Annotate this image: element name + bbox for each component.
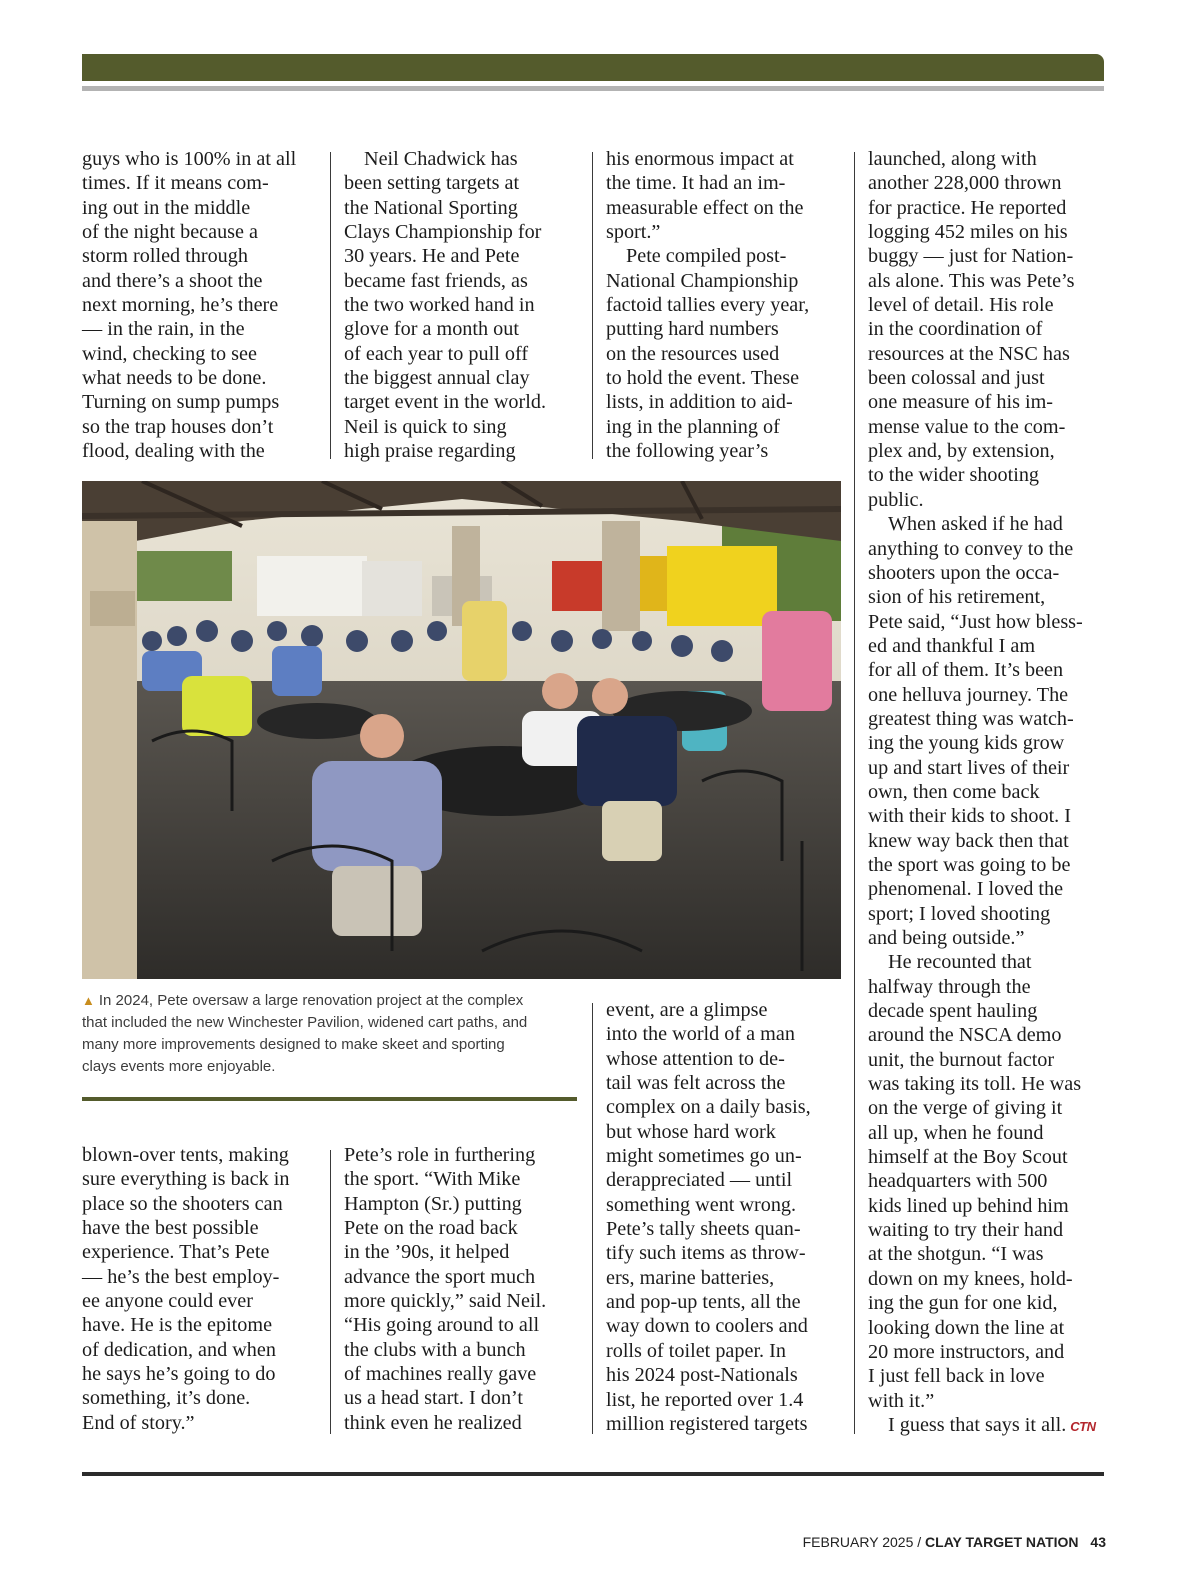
- text-line: guys who is 100% in at all: [82, 148, 297, 170]
- text-line: logging 452 miles on his: [868, 221, 1068, 244]
- text-line: Neil is quick to sing: [344, 415, 507, 438]
- text-line: for all of them. It’s been: [868, 659, 1064, 682]
- text-line: Turning on sump pumps: [82, 391, 280, 414]
- text-line: looking down the line at: [868, 1316, 1065, 1339]
- text-line: tail was felt across the: [606, 1072, 786, 1095]
- text-line: flood, dealing with the: [82, 440, 265, 463]
- text-line: unit, the burnout factor: [868, 1048, 1055, 1071]
- text-line: something, it’s done.: [82, 1387, 251, 1410]
- text-line: high praise regarding: [344, 440, 516, 463]
- column-divider: [330, 1150, 331, 1434]
- text-line: resources at the NSC has: [868, 342, 1070, 365]
- text-line: he says he’s going to do: [82, 1363, 276, 1386]
- text-line: down on my knees, hold-: [868, 1267, 1073, 1290]
- text-line: als alone. This was Pete’s: [868, 269, 1075, 292]
- text-line: public.: [868, 488, 924, 511]
- text-line: list, he reported over 1.4: [606, 1388, 804, 1411]
- text-line: been colossal and just: [868, 367, 1045, 390]
- header-rule: [82, 86, 1104, 91]
- text-line: rolls of toilet paper. In: [606, 1339, 786, 1362]
- text-line: have the best possible: [82, 1217, 259, 1240]
- column-1-top: [82, 147, 296, 463]
- text-line: his enormous impact at: [606, 148, 794, 170]
- text-line: complex on a daily basis,: [606, 1096, 811, 1119]
- text-line: wind, checking to see: [82, 342, 257, 365]
- text-line: headquarters with 500: [868, 1170, 1048, 1193]
- text-line: the sport. “With Mike: [344, 1168, 521, 1191]
- caption-rule: [82, 1097, 577, 1101]
- text-line: ing the young kids grow: [868, 732, 1065, 755]
- text-line: mense value to the com-: [868, 415, 1066, 438]
- text-line: event, are a glimpse: [606, 999, 768, 1021]
- text-line: National Championship: [606, 269, 799, 292]
- text-line: the two worked hand in: [344, 294, 535, 317]
- text-line: lists, in addition to aid-: [606, 391, 793, 414]
- text-line: for practice. He reported: [868, 196, 1067, 219]
- text-line: and being outside.”: [868, 927, 1025, 949]
- text-line: at the shotgun. “I was: [868, 1243, 1044, 1266]
- text-line: decade spent hauling: [868, 1000, 1038, 1023]
- text-line: times. If it means com-: [82, 172, 269, 195]
- photo-caption: ▲ In 2024, Pete oversaw a large renovation project at the complex that included the new Winchester Pavilion, widened cart paths, and many more improvements designed to make skeet and sporting clays events more enjoyable.: [82, 992, 528, 1075]
- column-divider: [592, 152, 593, 459]
- text-line: million registered targets: [606, 1412, 808, 1435]
- text-line: more quickly,” said Neil.: [344, 1290, 547, 1313]
- text-line: Pete’s tally sheets quan-: [606, 1218, 801, 1241]
- ctn-end-mark-icon: CTN: [1070, 1418, 1096, 1434]
- text-line: all up, when he found: [868, 1121, 1044, 1144]
- text-line: his 2024 post-Nationals: [606, 1364, 798, 1387]
- text-line: launched, along with: [868, 148, 1037, 170]
- text-line: ing out in the middle: [82, 196, 251, 219]
- text-line: “His going around to all: [344, 1314, 540, 1337]
- text-line: of dedication, and when: [82, 1338, 276, 1361]
- text-line: Pete compiled post-: [626, 245, 787, 268]
- text-line: End of story.”: [82, 1411, 195, 1434]
- text-line: the National Sporting: [344, 196, 518, 219]
- pavilion-photo: [82, 481, 841, 979]
- text-line: kids lined up behind him: [868, 1194, 1069, 1217]
- text-line: shooters upon the occa-: [868, 561, 1060, 584]
- text-line: so the trap houses don’t: [82, 415, 274, 438]
- text-line: tify such items as throw-: [606, 1242, 806, 1265]
- text-line: one helluva journey. The: [868, 683, 1069, 706]
- text-line: sport.”: [606, 221, 661, 244]
- text-line: storm rolled through: [82, 245, 248, 268]
- text-line: plex and, by extension,: [868, 440, 1055, 463]
- text-line: in the coordination of: [868, 318, 1043, 341]
- text-line: When asked if he had: [888, 513, 1063, 536]
- column-2-bottom: [344, 1143, 546, 1435]
- text-line: I guess that says it all. CTN: [888, 1413, 1096, 1436]
- text-line: — in the rain, in the: [82, 318, 245, 341]
- text-line: ee anyone could ever: [82, 1290, 253, 1313]
- header-band: [82, 54, 1104, 81]
- text-line: on the verge of giving it: [868, 1097, 1063, 1120]
- text-line: I just fell back in love: [868, 1365, 1045, 1388]
- page-number: 43: [1090, 1534, 1106, 1550]
- text-line: one measure of his im-: [868, 391, 1053, 414]
- text-line: own, then come back: [868, 780, 1040, 803]
- text-line: sion of his retirement,: [868, 586, 1046, 609]
- text-line: experience. That’s Pete: [82, 1241, 270, 1264]
- text-line: became fast friends, as: [344, 269, 528, 292]
- text-line: on the resources used: [606, 342, 780, 365]
- text-line: himself at the Boy Scout: [868, 1146, 1068, 1169]
- text-line: place so the shooters can: [82, 1192, 283, 1215]
- text-line: into the world of a man: [606, 1023, 795, 1046]
- text-line: derappreciated — until: [606, 1169, 793, 1192]
- column-2-top: [344, 147, 546, 463]
- text-line: He recounted that: [888, 951, 1032, 974]
- photo-pavilion-dining-icon: [82, 481, 841, 979]
- text-line: ers, marine batteries,: [606, 1266, 775, 1289]
- text-line: with it.”: [868, 1389, 935, 1412]
- text-line: something went wrong.: [606, 1193, 797, 1216]
- text-line: phenomenal. I loved the: [868, 878, 1064, 901]
- text-line: with their kids to shoot. I: [868, 805, 1071, 828]
- text-line: was taking its toll. He was: [868, 1073, 1082, 1096]
- text-line: another 228,000 thrown: [868, 172, 1062, 195]
- text-line: measurable effect on the: [606, 196, 804, 219]
- text-line: and there’s a shoot the: [82, 269, 263, 292]
- text-line: target event in the world.: [344, 391, 547, 414]
- text-line: level of detail. His role: [868, 294, 1054, 317]
- text-line: been setting targets at: [344, 172, 520, 195]
- text-line: putting hard numbers: [606, 318, 779, 341]
- text-line: knew way back then that: [868, 829, 1069, 852]
- text-line: have. He is the epitome: [82, 1314, 273, 1337]
- text-line: of machines really gave: [344, 1363, 537, 1386]
- text-line: halfway through the: [868, 975, 1031, 998]
- text-line: — he’s the best employ-: [82, 1265, 280, 1288]
- column-1-bottom: [82, 1143, 289, 1435]
- text-line: sure everything is back in: [82, 1168, 290, 1191]
- column-3-bottom: [606, 998, 811, 1436]
- page-footer: [803, 1534, 1106, 1550]
- text-line: ing in the planning of: [606, 415, 780, 438]
- text-line: to hold the event. These: [606, 367, 800, 390]
- text-line: greatest thing was watch-: [868, 707, 1074, 730]
- text-line: Pete on the road back: [344, 1217, 518, 1240]
- text-line: 30 years. He and Pete: [344, 245, 520, 268]
- column-divider: [854, 152, 855, 1434]
- text-line: ing the gun for one kid,: [868, 1292, 1058, 1315]
- text-line: glove for a month out: [344, 318, 519, 341]
- text-line: blown-over tents, making: [82, 1144, 289, 1166]
- text-line: to the wider shooting: [868, 464, 1040, 487]
- text-line: whose attention to de-: [606, 1047, 785, 1070]
- text-line: Clays Championship for: [344, 221, 542, 244]
- text-line: up and start lives of their: [868, 756, 1070, 779]
- text-line: ed and thankful I am: [868, 634, 1036, 657]
- text-line: of the night because a: [82, 221, 259, 244]
- column-divider: [330, 152, 331, 459]
- text-line: next morning, he’s there: [82, 294, 279, 317]
- text-line: the clubs with a bunch: [344, 1338, 526, 1361]
- text-line: anything to convey to the: [868, 537, 1074, 560]
- column-4: [868, 147, 1096, 1439]
- text-line: us a head start. I don’t: [344, 1387, 524, 1410]
- text-line: and pop-up tents, all the: [606, 1291, 801, 1314]
- text-line: the time. It had an im-: [606, 172, 786, 195]
- text-line: of each year to pull off: [344, 342, 529, 365]
- text-line: but whose hard work: [606, 1120, 776, 1143]
- text-line: the following year’s: [606, 440, 769, 463]
- text-line: in the ’90s, it helped: [344, 1241, 510, 1264]
- footer-rule: [82, 1472, 1104, 1476]
- text-line: what needs to be done.: [82, 367, 267, 390]
- text-line: the biggest annual clay: [344, 367, 530, 390]
- text-line: Pete said, “Just how bless-: [868, 610, 1083, 633]
- text-line: the sport was going to be: [868, 853, 1071, 876]
- column-divider: [592, 1003, 593, 1434]
- column-3-top: [606, 147, 809, 463]
- text-line: waiting to try their hand: [868, 1219, 1064, 1242]
- text-line: sport; I loved shooting: [868, 902, 1051, 925]
- text-line: factoid tallies every year,: [606, 294, 810, 317]
- text-line: around the NSCA demo: [868, 1024, 1062, 1047]
- text-line: Hampton (Sr.) putting: [344, 1192, 522, 1215]
- text-line: buggy — just for Nation-: [868, 245, 1074, 268]
- text-line: way down to coolers and: [606, 1315, 808, 1338]
- caption-triangle-icon: ▲: [82, 993, 95, 1008]
- text-line: advance the sport much: [344, 1265, 536, 1288]
- text-line: Pete’s role in furthering: [344, 1144, 536, 1166]
- footer-magazine: CLAY TARGET NATION: [925, 1534, 1079, 1550]
- text-line: might sometimes go un-: [606, 1145, 802, 1168]
- text-line: think even he realized: [344, 1411, 522, 1434]
- text-line: 20 more instructors, and: [868, 1340, 1065, 1363]
- footer-issue: FEBRUARY 2025 /: [802, 1534, 922, 1550]
- text-line: Neil Chadwick has: [364, 148, 518, 170]
